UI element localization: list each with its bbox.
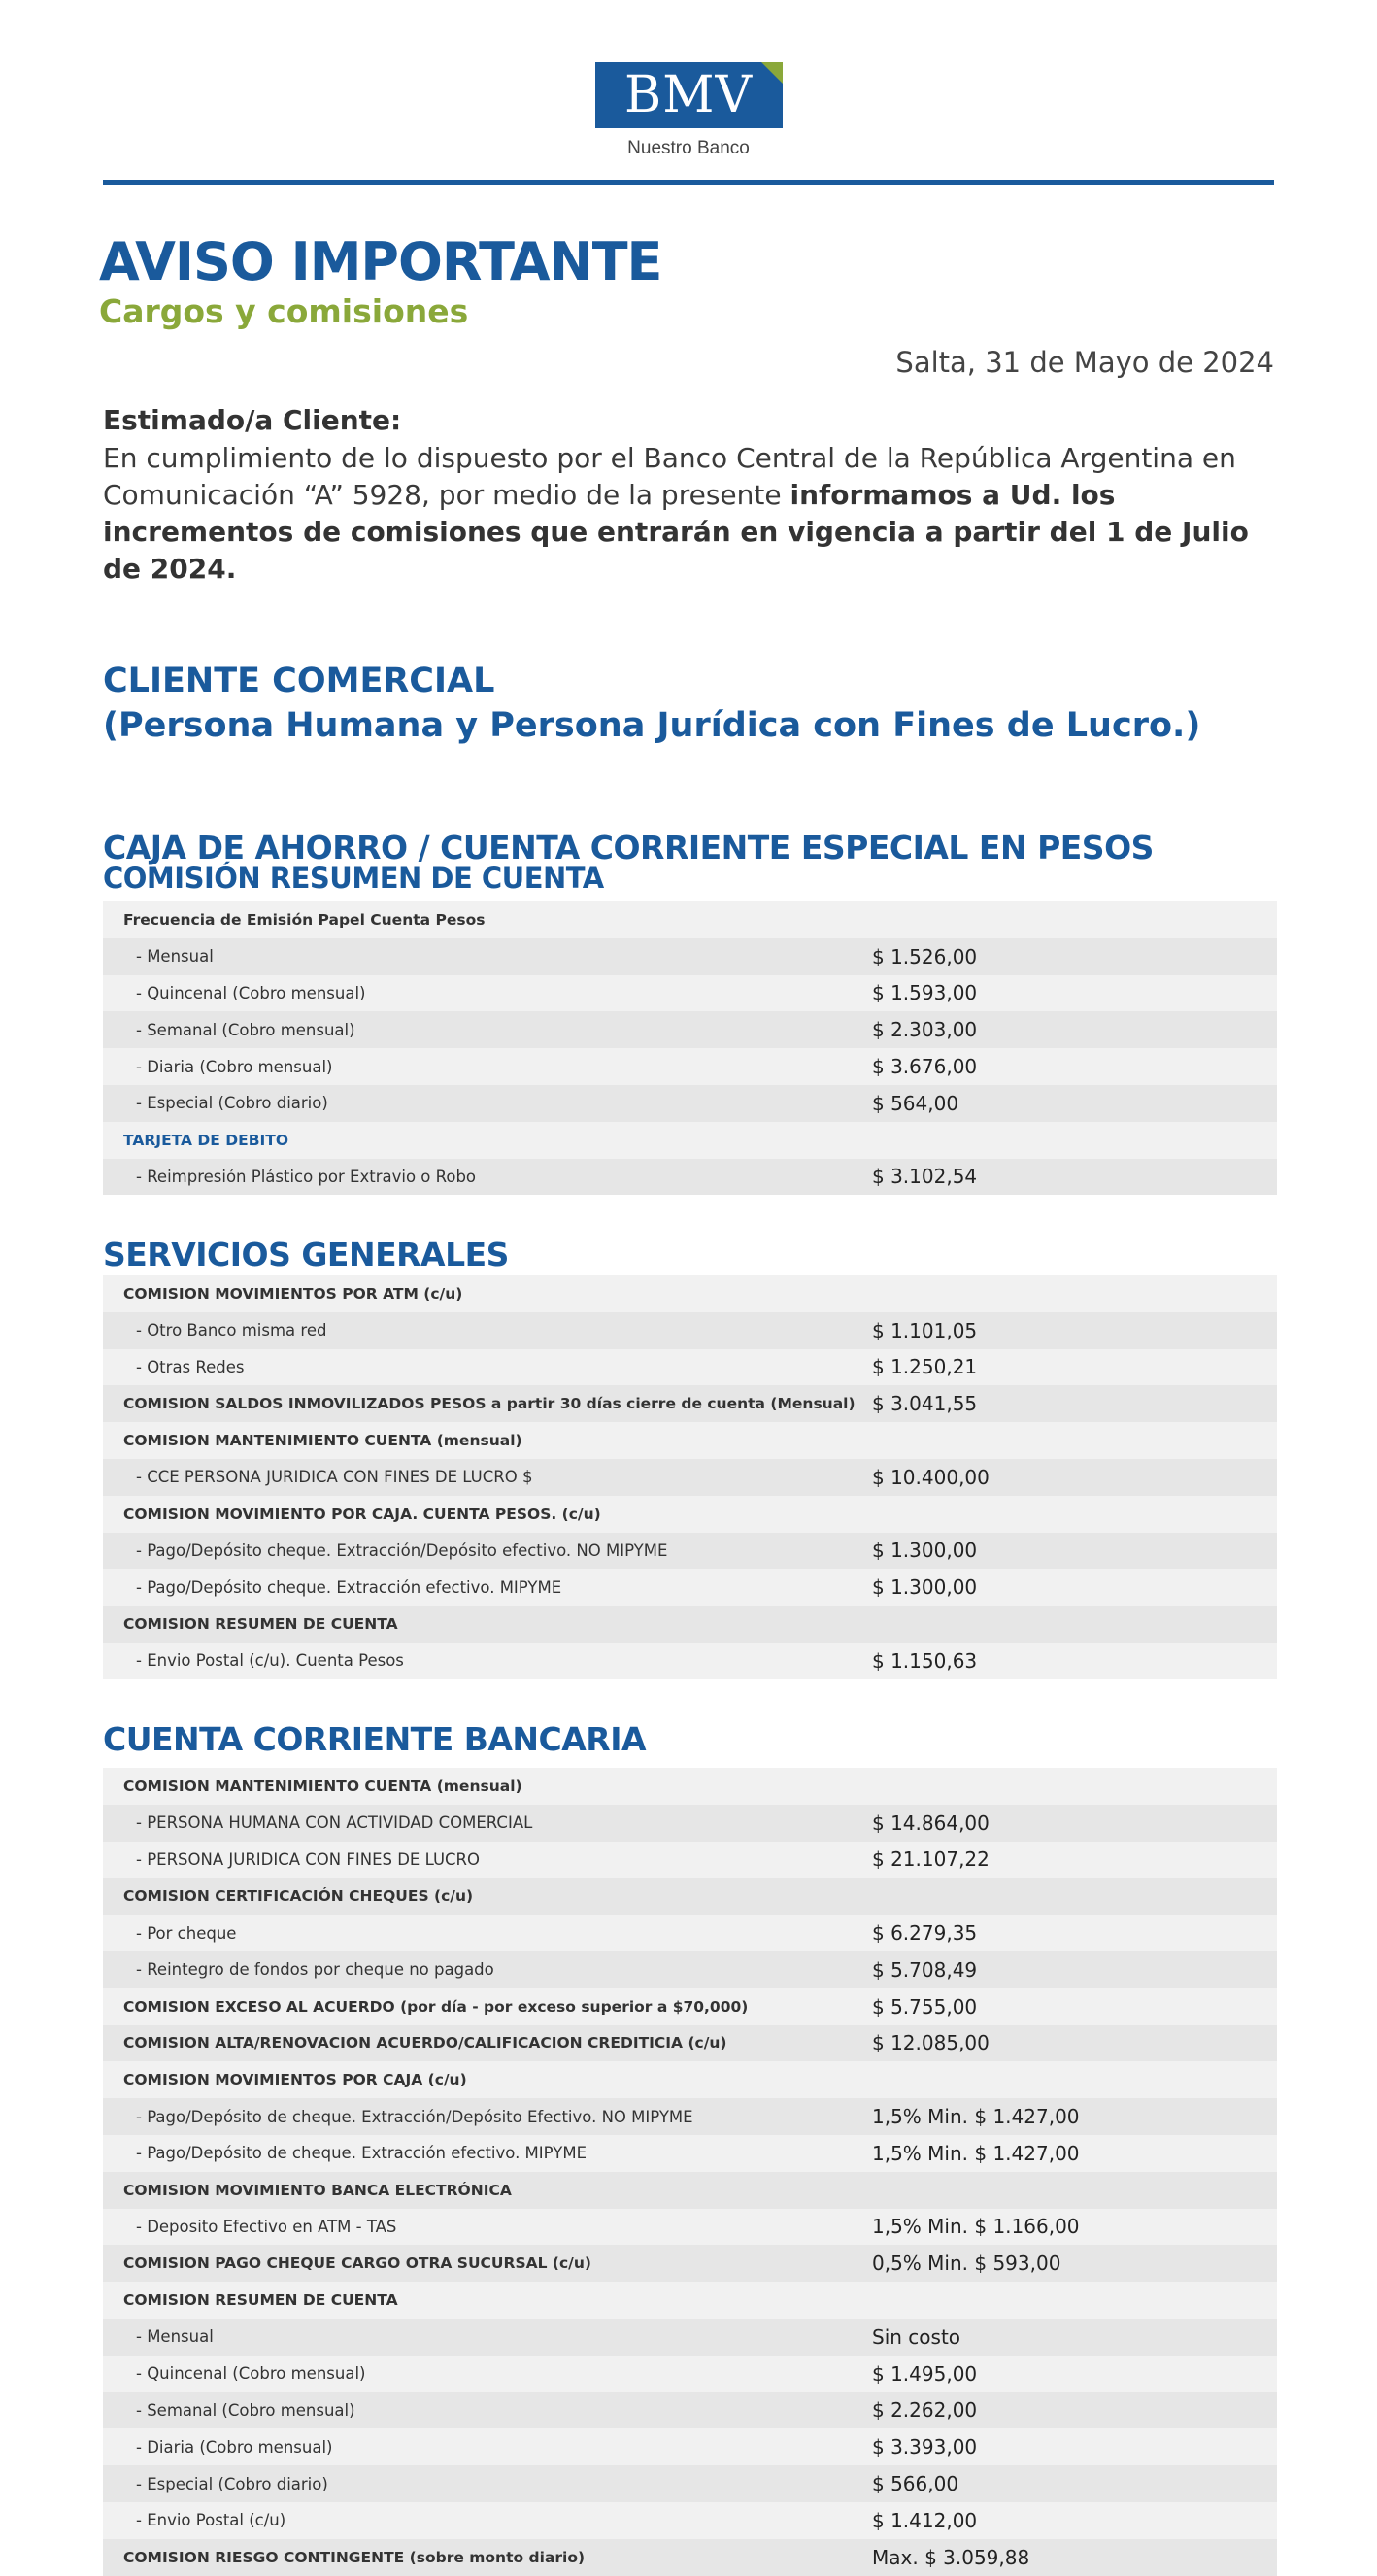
intro-text: En cumplimiento de lo dispuesto por el Banco Central de la República Argentina en Comunicación “A” 5928, por medio de la presente xyxy=(103,442,1236,511)
row-value: $ 566,00 xyxy=(872,2472,959,2496)
row-value: $ 1.101,05 xyxy=(872,1318,978,1342)
row-label: - Semanal (Cobro mensual) xyxy=(136,2400,355,2420)
row-value: $ 10.400,00 xyxy=(872,1465,990,1489)
row-label: - CCE PERSONA JURIDICA CON FINES DE LUCRO $ xyxy=(136,1468,533,1487)
row-value: $ 1.300,00 xyxy=(872,1576,978,1600)
table-row xyxy=(103,1048,1277,1085)
row-label: - Pago/Depósito de cheque. Extracción efectivo. MIPYME xyxy=(136,2144,587,2163)
logo-text: BMV xyxy=(623,66,753,124)
row-label: - Reimpresión Plástico por Extravio o Robo xyxy=(136,1167,477,1186)
row-label: COMISION RIESGO CONTINGENTE (sobre monto diario) xyxy=(123,2548,586,2566)
client-heading-line2: (Persona Humana y Persona Jurídica con Fines de Lucro.) xyxy=(103,706,1201,745)
row-label: - Mensual xyxy=(136,2327,214,2347)
table-row xyxy=(103,2245,1277,2282)
table-row xyxy=(103,1878,1277,1915)
table-row xyxy=(103,1496,1277,1533)
table-row xyxy=(103,1768,1277,1805)
table-row xyxy=(103,1349,1277,1386)
row-value: $ 5.755,00 xyxy=(872,1994,978,2018)
row-label: COMISION SALDOS INMOVILIZADOS PESOS a partir 30 días cierre de cuenta (Mensual) xyxy=(123,1395,856,1413)
row-value: $ 564,00 xyxy=(872,1091,959,1115)
table-row xyxy=(103,2172,1277,2209)
table-row xyxy=(103,2428,1277,2465)
row-label: - Envio Postal (c/u). Cuenta Pesos xyxy=(136,1651,404,1671)
logo-tagline: Nuestro Banco xyxy=(627,138,750,158)
logo-corner-accent xyxy=(761,62,783,84)
table-row xyxy=(103,2392,1277,2429)
row-value: $ 3.676,00 xyxy=(872,1055,978,1079)
row-label: - Otro Banco misma red xyxy=(136,1321,327,1340)
table-row xyxy=(103,1085,1277,1122)
row-value: $ 3.393,00 xyxy=(872,2435,978,2459)
page-title: AVISO IMPORTANTE xyxy=(99,231,662,292)
row-value: $ 1.593,00 xyxy=(872,981,978,1005)
row-label: - Semanal (Cobro mensual) xyxy=(136,1020,355,1039)
row-label: - Diaria (Cobro mensual) xyxy=(136,2437,333,2457)
row-label: COMISION RESUMEN DE CUENTA xyxy=(123,2291,398,2310)
section-title-caja-ahorro: CAJA DE AHORRO / CUENTA CORRIENTE ESPECIAL EN PESOS xyxy=(103,829,1154,866)
row-value: $ 6.279,35 xyxy=(872,1921,978,1946)
intro-paragraph xyxy=(103,440,1274,588)
table-row xyxy=(103,1159,1277,1196)
table-row xyxy=(103,2209,1277,2246)
table-row xyxy=(103,2025,1277,2062)
table-row xyxy=(103,1988,1277,2025)
table-row xyxy=(103,1312,1277,1349)
fees-table-cuenta-corriente xyxy=(103,1768,1277,2576)
table-row xyxy=(103,2319,1277,2356)
row-label: - Quincenal (Cobro mensual) xyxy=(136,983,366,1002)
row-value: $ 12.085,00 xyxy=(872,2031,990,2055)
table-row xyxy=(103,1459,1277,1496)
table-row xyxy=(103,1842,1277,1879)
row-label: COMISION MOVIMIENTOS POR CAJA (c/u) xyxy=(123,2071,467,2089)
logo-box xyxy=(595,62,783,128)
bank-logo xyxy=(0,62,1377,159)
section-title-cuenta-corriente: CUENTA CORRIENTE BANCARIA xyxy=(103,1720,647,1758)
row-value: $ 3.041,55 xyxy=(872,1392,978,1416)
row-value: 1,5% Min. $ 1.427,00 xyxy=(872,2141,1080,2165)
row-value: $ 1.300,00 xyxy=(872,1539,978,1563)
table-row xyxy=(103,1122,1277,1159)
row-value: $ 21.107,22 xyxy=(872,1847,990,1872)
row-value: $ 1.250,21 xyxy=(872,1355,978,1379)
row-label: COMISION EXCESO AL ACUERDO (por día - por exceso superior a $70,000) xyxy=(123,1997,749,2016)
row-label: COMISION ALTA/RENOVACION ACUERDO/CALIFICACION CREDITICIA (c/u) xyxy=(123,2034,727,2052)
row-label: COMISION RESUMEN DE CUENTA xyxy=(123,1615,398,1634)
row-label: - Especial (Cobro diario) xyxy=(136,1094,328,1113)
row-value: $ 1.150,63 xyxy=(872,1648,978,1673)
row-value: $ 2.303,00 xyxy=(872,1018,978,1042)
row-label: - Quincenal (Cobro mensual) xyxy=(136,2364,366,2384)
fees-table-servicios-generales xyxy=(103,1275,1277,1679)
table-row xyxy=(103,2356,1277,2392)
greeting: Estimado/a Cliente: xyxy=(103,404,402,436)
row-label: COMISION PAGO CHEQUE CARGO OTRA SUCURSAL (c/u) xyxy=(123,2254,591,2273)
row-label: Frecuencia de Emisión Papel Cuenta Pesos xyxy=(123,910,486,929)
table-row xyxy=(103,1606,1277,1643)
row-value: Max. $ 3.059,88 xyxy=(872,2545,1030,2569)
table-row xyxy=(103,1951,1277,1988)
row-value: 1,5% Min. $ 1.166,00 xyxy=(872,2215,1080,2239)
row-label: - Pago/Depósito cheque. Extracción efectivo. MIPYME xyxy=(136,1577,562,1597)
row-label: - PERSONA JURIDICA CON FINES DE LUCRO xyxy=(136,1849,481,1869)
intro-text-bold: informamos a Ud. los incrementos de comisiones que entrarán en vigencia a partir del 1 de Julio de 2024. xyxy=(103,479,1249,585)
row-value: 0,5% Min. $ 593,00 xyxy=(872,2252,1061,2276)
row-label: - Deposito Efectivo en ATM - TAS xyxy=(136,2217,397,2236)
row-label: - Reintegro de fondos por cheque no pagado xyxy=(136,1960,494,1980)
table-row xyxy=(103,2502,1277,2539)
row-label: - Envio Postal (c/u) xyxy=(136,2511,286,2530)
client-heading xyxy=(103,659,1200,748)
section-subtitle-resumen: COMISIÓN RESUMEN DE CUENTA xyxy=(103,862,604,895)
table-row xyxy=(103,2098,1277,2135)
table-row xyxy=(103,1533,1277,1570)
table-row xyxy=(103,1011,1277,1048)
row-label: COMISION MANTENIMIENTO CUENTA (mensual) xyxy=(123,1432,522,1450)
table-row xyxy=(103,901,1277,938)
row-value: $ 1.495,00 xyxy=(872,2361,978,2386)
client-heading-line1: CLIENTE COMERCIAL xyxy=(103,661,495,700)
row-label: - Diaria (Cobro mensual) xyxy=(136,1057,333,1076)
row-value: 1,5% Min. $ 1.427,00 xyxy=(872,2105,1080,2129)
notice-date: Salta, 31 de Mayo de 2024 xyxy=(895,346,1274,379)
table-row xyxy=(103,1275,1277,1312)
row-label: COMISION MOVIMIENTO BANCA ELECTRÓNICA xyxy=(123,2181,512,2199)
row-label: COMISION MANTENIMIENTO CUENTA (mensual) xyxy=(123,1777,522,1795)
row-label: - Pago/Depósito de cheque. Extracción/Depósito Efectivo. NO MIPYME xyxy=(136,2107,693,2126)
row-label: - Por cheque xyxy=(136,1923,237,1943)
row-label: - Pago/Depósito cheque. Extracción/Depósito efectivo. NO MIPYME xyxy=(136,1541,668,1560)
table-row xyxy=(103,2465,1277,2502)
table-row xyxy=(103,1569,1277,1606)
row-value: $ 1.526,00 xyxy=(872,944,978,968)
row-value: $ 5.708,49 xyxy=(872,1957,978,1982)
header-divider xyxy=(103,180,1274,185)
row-value: Sin costo xyxy=(872,2324,961,2349)
row-value: $ 2.262,00 xyxy=(872,2398,978,2423)
section-title-servicios-generales: SERVICIOS GENERALES xyxy=(103,1236,509,1273)
row-label: COMISION MOVIMIENTOS POR ATM (c/u) xyxy=(123,1284,463,1303)
row-label: TARJETA DE DEBITO xyxy=(123,1131,289,1149)
row-label: - Mensual xyxy=(136,947,214,966)
table-row xyxy=(103,2061,1277,2098)
row-label: COMISION CERTIFICACIÓN CHEQUES (c/u) xyxy=(123,1887,474,1906)
fees-table-caja-ahorro xyxy=(103,901,1277,1195)
table-row xyxy=(103,975,1277,1012)
table-row xyxy=(103,2135,1277,2172)
table-row xyxy=(103,1643,1277,1679)
row-label: - PERSONA HUMANA CON ACTIVIDAD COMERCIAL xyxy=(136,1813,533,1833)
table-row xyxy=(103,1915,1277,1951)
table-row xyxy=(103,2282,1277,2319)
table-row xyxy=(103,1385,1277,1422)
row-label: - Especial (Cobro diario) xyxy=(136,2474,328,2493)
row-label: COMISION MOVIMIENTO POR CAJA. CUENTA PESOS. (c/u) xyxy=(123,1505,601,1523)
page-subtitle: Cargos y comisiones xyxy=(99,292,469,330)
row-value: $ 14.864,00 xyxy=(872,1811,990,1835)
table-row xyxy=(103,938,1277,975)
row-value: $ 3.102,54 xyxy=(872,1165,978,1189)
row-value: $ 1.412,00 xyxy=(872,2508,978,2532)
row-label: - Otras Redes xyxy=(136,1357,245,1376)
table-row xyxy=(103,1422,1277,1459)
table-row xyxy=(103,2539,1277,2576)
table-row xyxy=(103,1805,1277,1842)
